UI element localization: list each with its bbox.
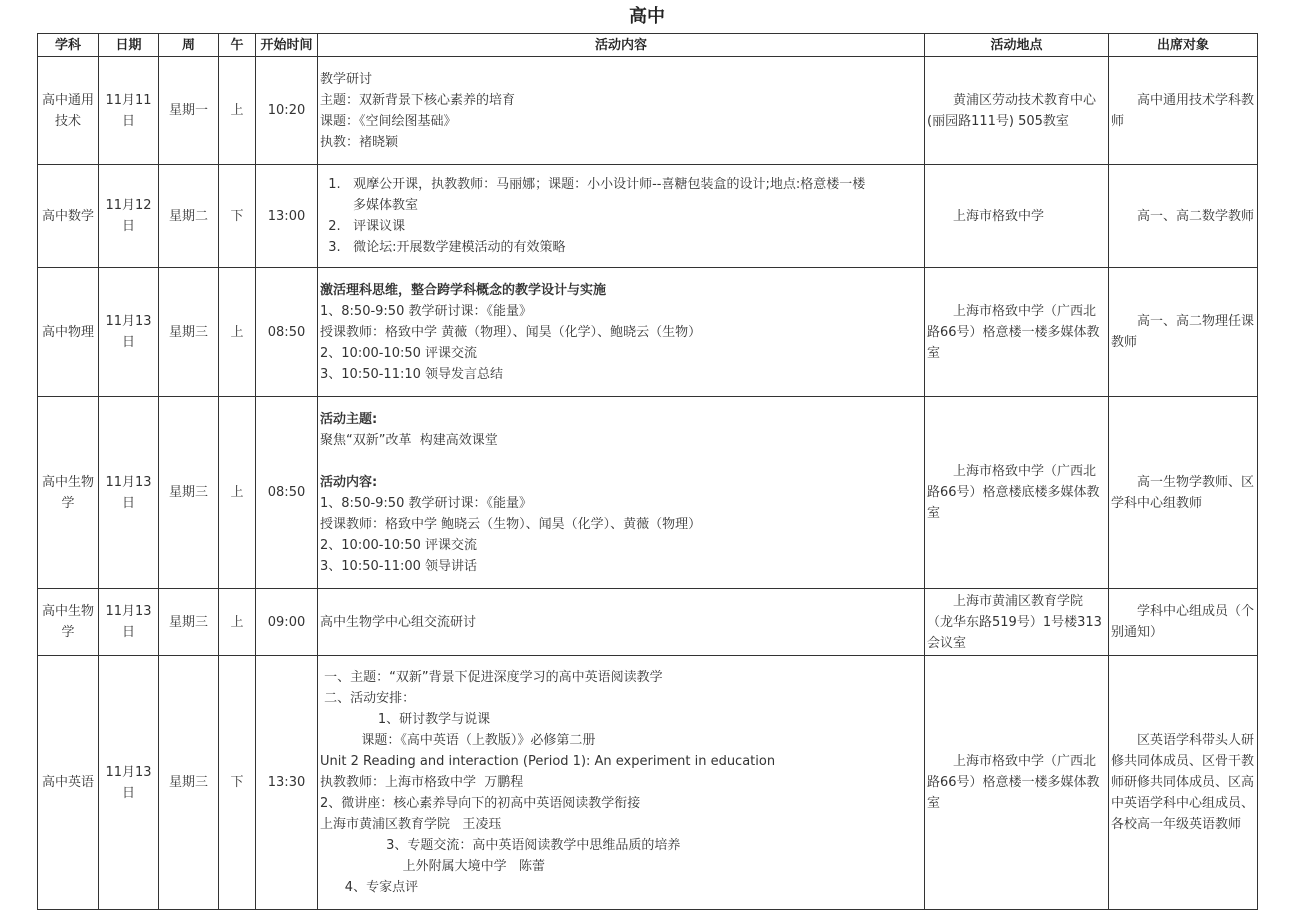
half-day-cell: 上: [219, 589, 256, 656]
activity-content-line: 执教：褚晓颖: [320, 134, 399, 150]
activity-content-cell: [318, 268, 925, 397]
weekday-cell: 星期一: [159, 57, 219, 165]
activity-content-line: 主题：双新背景下核心素养的培育: [320, 92, 516, 108]
schedule-table: [37, 33, 1258, 910]
audience-cell: [1109, 656, 1258, 910]
location-text: 上海市格致中学（广西北路66号）格意楼底楼多媒体教室: [927, 464, 1100, 521]
activity-content-line: Unit 2 Reading and interaction (Period 1): An experiment in education: [320, 754, 776, 769]
audience-cell: [1109, 268, 1258, 397]
table-row: [38, 397, 1258, 589]
location-text: 上海市格致中学（广西北路66号）格意楼一楼多媒体教室: [927, 754, 1100, 811]
start-time-cell: 10:20: [256, 57, 318, 165]
activity-content-cell: [318, 165, 925, 268]
activity-content-line: 二、活动安排：: [320, 691, 416, 706]
audience-cell: [1109, 397, 1258, 589]
activity-content-line: 一、主题：“双新”背景下促进深度学习的高中英语阅读教学: [320, 670, 663, 685]
header-activity-content: 活动内容: [318, 34, 925, 57]
date-cell: 11月13日: [99, 589, 159, 656]
weekday-cell: 星期三: [159, 268, 219, 397]
audience-cell: [1109, 589, 1258, 656]
weekday-cell: 星期三: [159, 656, 219, 910]
header-weekday: 周: [159, 34, 219, 57]
half-day-cell: 上: [219, 268, 256, 397]
activity-content-line: 多媒体教室: [320, 198, 419, 213]
activity-content-line: 1. 观摩公开课，执教教师：马丽娜；课题：小小设计师--喜糖包装盒的设计;地点:格意楼一楼: [320, 177, 866, 192]
activity-content-cell: [318, 397, 925, 589]
date-cell: 11月13日: [99, 397, 159, 589]
weekday-cell: 星期三: [159, 589, 219, 656]
location-text: 黄浦区劳动技术教育中心(丽园路111号) 505教室: [927, 92, 1097, 129]
activity-content-line: 授课教师：格致中学 黄薇（物理）、闻昊（化学）、鲍晓云（生物）: [320, 324, 702, 340]
location-cell: [925, 268, 1109, 397]
header-location: 活动地点: [925, 34, 1109, 57]
activity-content-line: 聚焦“双新”改革 构建高效课堂: [320, 432, 498, 448]
activity-content-line: 2、10:00-10:50 评课交流: [320, 537, 478, 553]
activity-content-cell: [318, 589, 925, 656]
audience-cell: [1109, 57, 1258, 165]
activity-content-line: 2、10:00-10:50 评课交流: [320, 345, 478, 361]
subject-cell: 高中物理: [38, 268, 99, 397]
header-start-time: 开始时间: [256, 34, 318, 57]
activity-content-cell: [318, 656, 925, 910]
location-cell: [925, 589, 1109, 656]
start-time-cell: 13:30: [256, 656, 318, 910]
activity-content-line: 上外附属大境中学 陈蕾: [320, 859, 546, 874]
half-day-cell: 下: [219, 165, 256, 268]
header-audience: 出席对象: [1109, 34, 1258, 57]
subject-cell: 高中通用技术: [38, 57, 99, 165]
table-row: [38, 165, 1258, 268]
location-text: 上海市格致中学: [953, 208, 1045, 224]
activity-content-line: 1、8:50-9:50 教学研讨课：《能量》: [320, 303, 532, 319]
start-time-cell: 08:50: [256, 397, 318, 589]
date-cell: 11月13日: [99, 656, 159, 910]
activity-content-line: 活动内容:: [320, 474, 378, 490]
location-text: 上海市黄浦区教育学院（龙华东路519号）1号楼313会议室: [927, 593, 1102, 651]
activity-content-line: 活动主题:: [320, 411, 378, 427]
activity-content-line: 高中生物学中心组交流研讨: [320, 614, 477, 630]
header-date: 日期: [99, 34, 159, 57]
weekday-cell: 星期三: [159, 397, 219, 589]
start-time-cell: 08:50: [256, 268, 318, 397]
subject-cell: 高中生物学: [38, 397, 99, 589]
location-cell: [925, 397, 1109, 589]
audience-text: 学科中心组成员（个别通知）: [1111, 604, 1255, 640]
date-cell: 11月12日: [99, 165, 159, 268]
subject-cell: 高中英语: [38, 656, 99, 910]
location-text: 上海市格致中学（广西北路66号）格意楼一楼多媒体教室: [927, 303, 1100, 361]
half-day-cell: 下: [219, 656, 256, 910]
activity-content-line: 2. 评课议课: [320, 219, 406, 234]
activity-content-line: 激活理科思维，整合跨学科概念的教学设计与实施: [320, 282, 607, 298]
activity-content-line: 3. 微论坛:开展数学建模活动的有效策略: [320, 240, 566, 255]
activity-content-line: 课题：《空间绘图基础》: [320, 113, 457, 129]
activity-content-line: 上海市黄浦区教育学院 王凌珏: [320, 817, 502, 832]
page-title: 高中: [629, 6, 665, 27]
table-row: [38, 589, 1258, 656]
location-cell: [925, 656, 1109, 910]
half-day-cell: 上: [219, 397, 256, 589]
header-row: [38, 34, 1258, 57]
table-row: [38, 57, 1258, 165]
start-time-cell: 09:00: [256, 589, 318, 656]
location-cell: [925, 57, 1109, 165]
audience-text: 区英语学科带头人研修共同体成员、区骨干教师研修共同体成员、区高中英语学科中心组成员、各校高一年级英语教师: [1111, 733, 1255, 832]
audience-text: 高一、高二物理任课教师: [1111, 314, 1255, 350]
header-half: 午: [219, 34, 256, 57]
activity-content-line: 课题：《高中英语（上教版）》必修第二册: [320, 733, 596, 748]
half-day-cell: 上: [219, 57, 256, 165]
activity-content-line: 2、微讲座：核心素养导向下的初高中英语阅读教学衔接: [320, 796, 641, 811]
subject-cell: 高中数学: [38, 165, 99, 268]
date-cell: 11月13日: [99, 268, 159, 397]
table-row: [38, 656, 1258, 910]
audience-cell: [1109, 165, 1258, 268]
activity-content-line: 教学研讨: [320, 71, 373, 87]
activity-content-line: 3、10:50-11:00 领导讲话: [320, 558, 478, 574]
location-cell: [925, 165, 1109, 268]
activity-content-line: [320, 451, 922, 472]
weekday-cell: 星期二: [159, 165, 219, 268]
activity-content-line: 执教教师：上海市格致中学 万鹏程: [320, 775, 524, 790]
activity-content-line: 3、10:50-11:10 领导发言总结: [320, 366, 504, 382]
date-cell: 11月11日: [99, 57, 159, 165]
table-row: [38, 268, 1258, 397]
start-time-cell: 13:00: [256, 165, 318, 268]
activity-content-line: 1、8:50-9:50 教学研讨课：《能量》: [320, 495, 532, 511]
activity-content-line: 4、专家点评: [320, 880, 419, 895]
activity-content-cell: [318, 57, 925, 165]
audience-text: 高一、高二数学教师: [1137, 208, 1255, 224]
audience-text: 高一生物学教师、区学科中心组教师: [1111, 474, 1255, 511]
activity-content-line: 1、研讨教学与说课: [320, 712, 491, 727]
header-subject: 学科: [38, 34, 99, 57]
audience-text: 高中通用技术学科教师: [1111, 92, 1255, 129]
subject-cell: 高中生物学: [38, 589, 99, 656]
activity-content-line: 3、专题交流：高中英语阅读教学中思维品质的培养: [320, 838, 681, 853]
activity-content-line: 授课教师：格致中学 鲍晓云（生物）、闻昊（化学）、黄薇（物理）: [320, 516, 702, 532]
